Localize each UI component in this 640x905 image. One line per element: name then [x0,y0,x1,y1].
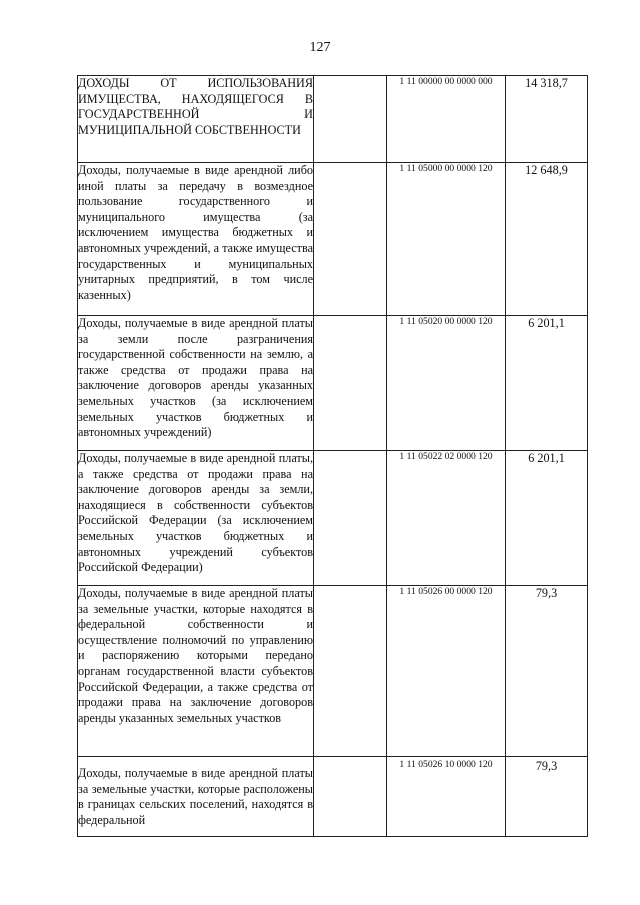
budget-code: 1 11 05026 00 0000 120 [387,586,506,757]
budget-code: 1 11 00000 00 0000 000 [387,76,506,163]
table-row [78,757,588,837]
amount: 79,3 [506,586,588,757]
revenue-table [77,75,588,837]
revenue-name: Доходы, получаемые в виде арендной платы за земли после разграничения государственной собственности на землю, а также средства от продажи права на заключение договоров аренды указанных земельных участков (за исключением земельных участков бюджетных и автономных учреждений) [78,316,313,440]
revenue-name-cell [78,757,314,837]
table-row [78,76,588,163]
table-row [78,163,588,316]
revenue-name: ДОХОДЫ ОТ ИСПОЛЬЗОВАНИЯ ИМУЩЕСТВА, НАХОДЯЩЕГОСЯ В ГОСУДАРСТВЕННОЙ И МУНИЦИПАЛЬНОЙ СОБСТВЕННОСТИ [78,76,313,137]
empty-cell [314,451,387,586]
empty-cell [314,757,387,837]
revenue-name-cell [78,163,314,316]
revenue-name: Доходы, получаемые в виде арендной платы за земельные участки, которые находятся в федеральной собственности и осуществление полномочий по управлению и распоряжению которыми передано органам государственной власти субъектов Российской Федерации, а также средства от продажи права на заключение договоров аренды указанных земельных участков [78,586,313,725]
empty-cell [314,163,387,316]
page-number: 127 [309,40,331,55]
revenue-name: Доходы, получаемые в виде арендной либо иной платы за передачу в возмездное пользование государственного и муниципального имущества (за исключением имущества бюджетных и автономных учреждений, а также имущества государственных и муниципальных унитарных предприятий, в том числе казенных) [78,163,313,302]
budget-code: 1 11 05020 00 0000 120 [387,316,506,451]
empty-cell [314,316,387,451]
amount: 12 648,9 [506,163,588,316]
revenue-name-cell [78,76,314,163]
revenue-name: Доходы, получаемые в виде арендной платы за земельные участки, которые расположены в границах сельских поселений, находятся в федеральной [78,766,313,827]
revenue-name-cell [78,316,314,451]
revenue-name-cell [78,586,314,757]
revenue-name: Доходы, получаемые в виде арендной платы, а также средства от продажи права на заключение договоров аренды за земли, находящиеся в собственности субъектов Российской Федерации (за исключением земельных участков бюджетных и автономных учреждений субъектов Российской Федерации) [78,451,313,575]
amount: 79,3 [506,757,588,837]
table-row [78,316,588,451]
budget-code: 1 11 05026 10 0000 120 [387,757,506,837]
table-row [78,451,588,586]
budget-code: 1 11 05000 00 0000 120 [387,163,506,316]
amount: 6 201,1 [506,316,588,451]
empty-cell [314,586,387,757]
table-row [78,586,588,757]
revenue-name-cell [78,451,314,586]
amount: 14 318,7 [506,76,588,163]
budget-code: 1 11 05022 02 0000 120 [387,451,506,586]
amount: 6 201,1 [506,451,588,586]
empty-cell [314,76,387,163]
